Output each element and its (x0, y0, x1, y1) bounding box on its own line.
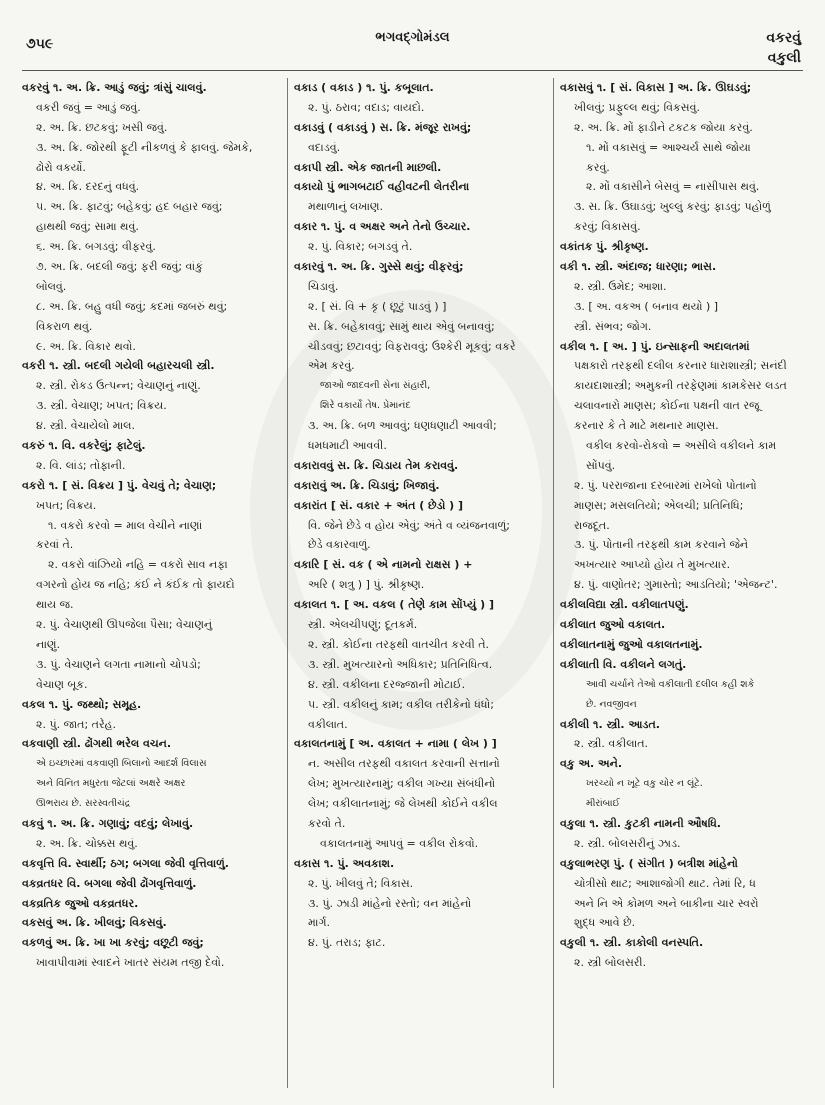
entry-headword-line: વકીલવિદ્યા સ્ત્રી. વકીલાતપણું. (560, 598, 689, 612)
entry-line: ૩. સ્ત્રી. વેચાણ; ખપત; વિક્રય. (36, 399, 167, 413)
entry-headword-line: વકીલ ૧. [ અ. ] પું. ઇન્સાફની અદાલતમાં (560, 339, 750, 353)
entry-line: ૫. સ્ત્રી. વકીલનું કામ; વકીલ તરીકેનો ધંધો; (308, 697, 494, 711)
entry-headword-line: વકળવું અ. ક્રિ. ખા ખા કરવું; વછૂટી જવું; (22, 936, 204, 950)
entry-line: વગરનો હોય જ નહિ; કંઈ ને કંઈક તો ફાયદો (36, 578, 235, 592)
entry-headword-line: વકારાંત [ સં. વકાર + અંત ( છેડો ) ] (294, 498, 464, 512)
entry-headword-line: વકીલી ૧. સ્ત્રી. આડત. (560, 717, 660, 731)
entry-line: ૪. પું. વાણોતર; ગુમાસ્તો; આડતિયો; 'એજન્ટ'. (574, 578, 778, 592)
entry-line: ૨. સ્ત્રી. કોઈના તરફથી વાતચીત કરવી તે. (308, 637, 490, 651)
entry-line: કરવું; વિકાસવું. (574, 220, 641, 234)
entry-line: નાણું. (36, 637, 60, 651)
entry-line: ૪. સ્ત્રી. વકીલના દરજ્જાની મોટાઈ. (308, 677, 466, 691)
entry-line: ૪. પું. તરાડ; ફાટ. (308, 936, 386, 950)
entry-line: હાથથી જવું; સામા થવું. (36, 220, 139, 234)
entry-line: ૩. [ અ. વકઅ ( બનાવ થયો ) ] (574, 299, 719, 313)
entry-headword-line: વકાડ ( વકાડ ) ૧. પું. કબૂલાત. (294, 81, 434, 94)
entry-line: ખીલવું; પ્રફુલ્લ થવું; વિકસવું. (574, 100, 700, 114)
entry-headword-line: વકવું ૧. અ. ક્રિ. ગણાવું; વદવું; લેખાવું. (22, 816, 194, 830)
entry-headword-line: વકુલાભરણ પું. ( સંગીત ) બત્રીશ માંહેનો (560, 856, 738, 870)
entry-line: માર્ગ. (308, 916, 330, 930)
entry-headword-line: વકારિ [ સં. વક ( એ નામનો રાક્ષસ ) + (294, 558, 473, 572)
entry-line: ૫. અ. ક્રિ. ફાટવું; બહેકવું; હદ બહાર જવું; (36, 200, 223, 214)
entry-headword-line: વકરો ૧. [ સં. વિક્રય ] પું. વેચવું તે; વેચાણ; (22, 478, 217, 492)
entry-headword-line: વકારાવું અ. ક્રિ. ચિડાવું; ખિજાવું. (294, 478, 440, 492)
entry-line: ૨. પું. વિકાર; બગડવું તે. (308, 240, 413, 254)
entry-headword-line: વકાસ ૧. પું. અવકાશ. (294, 856, 395, 870)
entry-headword-line: વકવ્રતધર વિ. બગલા જેવી ઢોંગવૃત્તિવાળું. (22, 876, 197, 890)
entry-line: ૩. અ. ક્રિ. જોરથી ફૂટી નીકળવું કે ફાલવું. જેમકે, (36, 140, 253, 154)
entry-line: અને નિ એ કોમળ અને બાકીના ચાર સ્વરો (574, 896, 759, 910)
entry-line: ૨. મોં વકાસીને બેસવું = નાસીપાસ થવું. (586, 180, 760, 194)
entry-headword-line: વકી ૧. સ્ત્રી. અંદાજ; ધારણા; ભાસ. (560, 260, 717, 274)
entry-line: ઊભરાય છે. સરસ્વતીચંદ્ર (36, 798, 131, 810)
entry-headword-line: વકવાણી સ્ત્રી. ઢોંગથી ભરેલ વચન. (22, 737, 172, 751)
entry-headword-line: વકાસવું ૧. [ સં. વિકાસ ] અ. ક્રિ. ઊઘડવું; (560, 81, 752, 94)
entry-line: માણસ; મસલતિયો; એલચી; પ્રતિનિધિ; (574, 498, 744, 512)
entry-line: ૭. અ. ક્રિ. બદલી જવું; ફરી જવું; વાંકું (36, 260, 203, 274)
entry-line: એમ કરવું. (308, 359, 355, 373)
entry-headword-line: વકારવું ૧. અ. ક્રિ. ગુસ્સે થવું; વીફરવું; (294, 260, 464, 274)
entry-line: ખરચ્યો ન ખૂટે વકુ ચોર ન લૂંટે. (586, 778, 703, 790)
entry-line: વકીલાત. (308, 717, 348, 731)
entry-headword-line: વકરવું ૧. અ. ક્રિ. આડું જવું; ત્રાંસું ચાલવું. (22, 81, 207, 94)
entry-line: ૨. સ્ત્રી. વકીલાત. (574, 737, 648, 751)
entry-line: ૪. અ. ક્રિ. દરદનું વધવું. (36, 180, 140, 194)
entry-line: ૩. સ. ક્રિ. ઉઘાડવું; ખુલ્લું કરવું; ફાડવું; પહોળું (574, 200, 771, 214)
entry-headword-line: વકુલી ૧. સ્ત્રી. કાકોલી વનસ્પતિ. (560, 936, 704, 950)
entry-headword-line: વકીલાત જુઓ વકાલત. (560, 618, 666, 632)
entry-line: ૨. અ. ક્રિ. મોં ફાડીને ટકટક જોયા કરવું. (574, 120, 753, 134)
entry-line: શુદ્ધ આવે છે. (574, 916, 636, 930)
entry-line: ૮. અ. ક્રિ. બહુ વધી જવું; કદમાં જબરું થવું; (36, 299, 228, 313)
entry-line: ૯. અ. ક્રિ. વિકાર થવો. (36, 339, 136, 353)
entry-headword-line: વકીલાતનામું જુઓ વકાલતનામું. (560, 637, 703, 651)
column-1 (22, 78, 275, 1088)
entry-line: પક્ષકારો તરફથી દલીલ કરનાર ધારાશાસ્ત્રી; સનંદી (574, 359, 787, 373)
entry-line: ૨. સ્ત્રી. બોલસરીનું ઝાડ. (574, 836, 681, 850)
entry-line: ઢોરો વકર્યો. (36, 160, 86, 174)
entry-line: ચોત્રીસો થાટ; આશાજોગી થાટ. તેમાં રિ, ધ (574, 876, 756, 890)
entry-headword-line: વકાર ૧. પું. વ અક્ષર અને તેનો ઉચ્ચાર. (294, 220, 471, 234)
entry-line: ૨. પું. વેચાણથી ઊપજેલા પૈસા; વેચાણનું (36, 618, 213, 632)
entry-line: મીરાંબાઈ (586, 798, 620, 810)
guide-words (766, 28, 801, 68)
entry-line: છે. નવજીવન (586, 698, 637, 710)
entry-line: એ ઇચ્છારમાં વકવાણી બિલાનો આદર્શ વિલાસ (36, 758, 207, 770)
entry-line: ખપત; વિક્રય. (36, 498, 97, 512)
entry-line: સ્ત્રી. એલચીપણું; દૂતકર્મ. (308, 618, 418, 632)
entry-line: ૪. સ્ત્રી. વેચાયેલો માલ. (36, 419, 135, 433)
page-title: ભગવદ્ગોમંડલ (375, 30, 450, 45)
entry-headword-line: વકુ અ. અને. (560, 757, 623, 771)
entry-line: ૨. પું. જાત; તરેહ. (36, 717, 116, 731)
entry-line: સ્ત્રી. સંભવ; જોગ. (574, 319, 652, 333)
entry-line: ખાવાપીવામાં સ્વાદને ખાતર સંયમ તજી દેવો. (36, 956, 225, 970)
entry-headword-line: વકવ્રતિક જુઓ વકવ્રતધર. (22, 896, 139, 910)
entry-line: અને વિનિત મધુરતા જેટલાં અક્ષરે અક્ષર (36, 778, 186, 790)
entry-line: વિ. જેને છેડે વ હોય એવું; અંતે વ વ્યંજનવાળું; (308, 518, 510, 532)
entry-line: ૬. અ. ક્રિ. બગડવું; વીફરવું. (36, 240, 156, 254)
entry-headword-line: વકુલા ૧. સ્ત્રી. કુટકી નામની ઔષધિ. (560, 816, 721, 830)
entry-line: ચિડાવું. (308, 279, 339, 293)
entry-line: કરવો તે. (308, 816, 346, 830)
entry-line: કાયદાશાસ્ત્રી; અમુકની તરફેણમાં કામકેસર લડત (574, 379, 787, 393)
column-2 (287, 78, 542, 1088)
entry-headword-line: વકાંતક પું. શ્રીકૃષ્ણ. (560, 240, 649, 254)
entry-line: ૨. સ્ત્રી. રોકડ ઉત્પન્ન; વેચાણનું નાણું. (36, 379, 201, 393)
entry-line: સ. ક્રિ. બહેકાવવું; સામું થાય એવું બનાવવું; (308, 319, 495, 333)
page-number: ૭૫૯ (26, 36, 54, 52)
entry-line: મથાળાનું લખાણ. (308, 200, 384, 214)
entry-line: ૨. [ સં. વિ + કૃ ( છૂટું પાડવું ) ] (308, 299, 447, 313)
entry-line: કરવું. (586, 160, 610, 174)
entry-headword-line: વકારાવવું સ. ક્રિ. ચિડાય તેમ કરાવવું. (294, 458, 459, 472)
entry-line: વકરી જવું = આડું જવું. (36, 100, 141, 114)
entry-line: ૨. વિ. લાંડ; તોફાની. (36, 458, 126, 472)
entry-line: ૩. અ. ક્રિ. બળ આવવું; ધણધણાટી આવવી; (308, 419, 497, 433)
guide-word-top: વકરવું (766, 30, 801, 46)
entry-line: ધમધમાટી આવવી. (308, 439, 387, 453)
entry-line: વકીલ કરવો-રોકવો = અસીલે વકીલને કામ (586, 439, 777, 453)
entry-line: ૨. પું. ખીલવું તે; વિકાસ. (308, 876, 414, 890)
entry-line: ચીડવવું; છટાવવું; વિફરાવવું; ઉશ્કેરી મૂકવું; વકરે (308, 339, 516, 353)
entry-headword-line: વકરી ૧. સ્ત્રી. બદલી ગયેલી બહારચલી સ્ત્રી. (22, 359, 215, 373)
entry-line: ૨. અ. ક્રિ. છટકવું; ખસી જવું. (36, 120, 168, 134)
entry-headword-line: વકસવું અ. ક્રિ. ખીલવું; વિકસવું. (22, 916, 167, 930)
entry-line: સોંપવું. (586, 458, 616, 472)
entry-line: કરવાં તે. (36, 538, 74, 552)
entry-headword-line: વકાલત ૧. [ અ. વકલ ( તેણે કામ સોંપ્યું ) ] (294, 598, 494, 612)
entry-line: આવી ચર્ચાને તેઓ વકીલાતી દલીલ કહી શકે (586, 678, 755, 690)
entry-line: વિકરાળ થવું. (36, 319, 93, 333)
entry-headword-line: વકાયો પું ભાગબટાઈ વહીવટની લેતરીના (294, 180, 470, 194)
entry-line: ૩. પું. પોતાની તરફથી કામ કરવાને જેને (574, 538, 749, 552)
entry-line: કરનાર કે તે માટે મથનાર માણસ. (574, 419, 719, 433)
entry-line: ૨. પું. પરરાજાના દરબારમાં રાખેલો પોતાનો (574, 478, 757, 492)
entry-line: છેડે વકારવાળું. (308, 538, 371, 552)
entry-headword-line: વકાડવું ( વકાડવું ) સ. ક્રિ. મંજૂર રાખવું; (294, 120, 472, 134)
entry-line: લેખ; મુખત્યારનામું; વકીલ ગખ્યા સંબંધીનો (308, 777, 496, 791)
entry-line: બોલવું. (36, 279, 67, 293)
entry-line: જાઓ જાદવની સેના સંહારી, (320, 380, 431, 392)
column-3 (553, 78, 805, 1088)
entry-headword-line: વકલ ૧. પું. જથ્થો; સમૂહ. (22, 697, 142, 711)
entry-line: અરિ ( શત્રુ ) ] પું. શ્રીકૃષ્ણ. (308, 578, 425, 592)
entry-headword-line: વકરું ૧. વિ. વકરેલું; ફાટેલું. (22, 439, 146, 453)
entry-line: થાય જ. (36, 598, 74, 612)
entry-headword-line: વકાલતનામું [ અ. વકાલત + નામા ( લેખ ) ] (294, 737, 497, 751)
entry-line: વેચાણ બૂક. (36, 677, 88, 691)
entry-line: રાજદૂત. (574, 518, 610, 532)
entry-line: ચલાવનારો માણસ; કોઈના પક્ષની વાત રજૂ (574, 399, 760, 413)
entry-line: ન. અસીલ તરફથી વકાલત કરવાની સત્તાનો (308, 757, 500, 771)
entry-line: ૨. સ્ત્રી. ઉમેદ; આશા. (574, 279, 667, 293)
entry-headword-line: વકાપી સ્ત્રી. એક જાતની માછલી. (294, 160, 442, 174)
entry-headword-line: વકવૃત્તિ વિ. સ્વાર્થી; ઠગ; બગલા જેવી વૃત્તિવાળું. (22, 856, 229, 870)
entry-line: લેખ; વકીલાતનામું; જે લેખથી કોઈને વકીલ (308, 797, 498, 811)
entry-line: ૩. પું. ઝાડી માંહેનો રસ્તો; વન માંહેનો (308, 896, 472, 910)
entry-line: ૨. અ. ક્રિ. ચોક્કસ થવું. (36, 836, 138, 850)
header-rule (22, 70, 803, 71)
entry-line: ૨. પું. ઠરાવ; વદાડ; વાયદો. (308, 100, 425, 114)
entry-headword-line: વકીલાતી વિ. વકીલને લગતું. (560, 657, 687, 671)
entry-line: ૨. સ્ત્રી બોલસરી. (574, 956, 647, 970)
entry-line: ૧. મોં વકાસવું = આશ્ચર્ય સાથે જોયા (586, 140, 751, 154)
entry-line: ૨. વકરો વાંઝિયો નહિ = વકરો સાવ નફા (48, 558, 228, 572)
entry-line: ૩. સ્ત્રી. મુખત્યારનો અધિકાર; પ્રતિનિધિત્વ. (308, 657, 493, 671)
entry-line: વદાડવું. (308, 140, 341, 154)
entry-line: ૩. પું. વેચાણને લગતા નામાનો ચોપડો; (36, 657, 201, 671)
entry-line: અખત્યાર આપ્યો હોય તે મુખત્યાર. (574, 558, 731, 572)
entry-line: ૧. વકરો કરવો = માલ વેચીને નાણાં (48, 518, 203, 532)
guide-word-bottom: વકુલી (767, 50, 801, 66)
entry-line: શિરે વકાર્યો તેષ. પ્રેમાનંદ (320, 400, 411, 412)
entry-line: વકાલતનામું આપવું = વકીલ રોકવો. (320, 836, 479, 850)
